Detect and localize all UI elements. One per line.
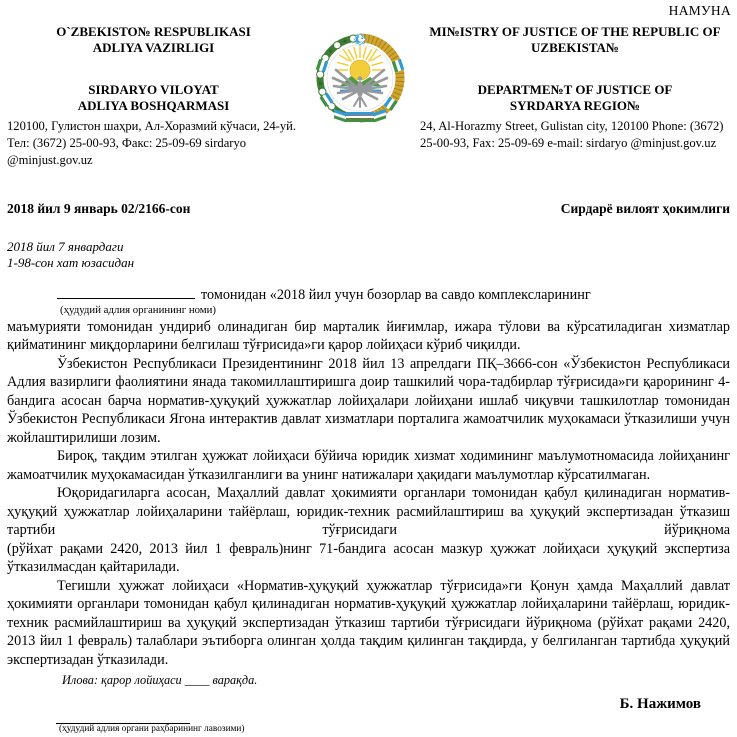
signature-name: Б. Нажимов — [619, 696, 701, 712]
letterhead — [0, 0, 737, 169]
right-ministry-name: MI№ISTRY OF JUSTICE OF THE REPUBLIC OF UZBEKISTA№ — [429, 24, 721, 55]
paragraph-3: Бироқ, тақдим этилган ҳужжат лойиҳаси бўйича юридик хизмат ходимининг маълумотномасида лойиҳанинг жамоатчилик муҳокамасидан ўтказилганлиги ва унинг натижалари ҳақидаги маълумотлар кўрсатилмаган. — [7, 448, 730, 483]
right-address: 24, Al-Horazmy Street, Gulistan city, 120100 Phone: (3672) 25-00-93, Fax: 25-09-69 e-mail: sirdaryo @minjust.gov.uz — [420, 119, 724, 150]
paragraph-1: маъмурияти томонидан ундириб олинадиган бир марталик йиғимлар, ижара тўлови ва кўрсатиладиган хизматлар қийматининг миқдорларини белгилаш тўғрисида»ги қарор лойиҳаси кўриб чиқилди. — [7, 318, 730, 353]
paragraph-1-lead: томонидан «2018 йил учун бозорлар ва савдо комплексларининг — [201, 287, 591, 303]
uzbekistan-emblem — [310, 32, 410, 128]
signature-block — [56, 723, 245, 735]
blank-line — [57, 285, 195, 299]
right-department-name: DEPARTME№T OF JUSTICE OF SYRDARYA REGIO№ — [477, 82, 673, 113]
sample-label: НАМУНА — [668, 3, 731, 18]
crescent-star-icon — [354, 34, 366, 46]
left-ministry-name: O`ZBEKISTO№ RESPUBLIKASI ADLIYA VAZIRLIGI — [56, 24, 251, 55]
letterhead-right-column — [420, 24, 730, 152]
left-address: 120100, Гулистон шаҳри, Ал-Хоразмий кўчаси, 24-уй. Тел: (3672) 25-00-93, Факс: 25-09-69 sirdaryo @minjust.gov.uz — [7, 119, 297, 167]
attachment-note: Илова: қарор лойиҳаси ____ варақда. — [62, 673, 258, 687]
letterhead-emblem-cell — [300, 24, 420, 128]
paragraph-4-part1: Юқоридагиларга асосан, Маҳаллий давлат ҳокимияти органлари томонидан қабул қилинадиган норматив-ҳуқуқий ҳужжатлар лойиҳаларини тайёрлаш, юридик-техник расмийлаштириш ва ҳуқуқий экспертизадан ўтказиш тартиби тўғрисидаги йўриқнома — [7, 485, 730, 538]
left-department-name: SIRDARYO VILOYAT ADLIYA BOSHQARMASI — [77, 82, 230, 113]
paragraph-2: Ўзбекистон Республикаси Президентининг 2018 йил 13 апрелдаги ПҚ–3666-сон «Ўзбекистон Республикаси Адлия вазирлиги фаолиятини янада такомиллаштиришга доир ташкилий чора-тадбирлар тўғрисида»ги қарорининг 4-бандига асосан барча норматив-ҳуқуқий ҳужжатлар лойиҳалари лойиҳани ишлаб чиқувчи ташкилотлар томонидан Ўзбекистон Республикаси Ягона интерактив давлат хизматлари порталига жамоатчилик муҳокамаси ўтказилиши учун жойлаштирилиши лозим. — [7, 355, 730, 446]
letterhead-left-column — [7, 24, 300, 169]
letter-body — [7, 285, 730, 688]
reference-note: 2018 йил 7 январдаги 1-98-сон хат юзасидан — [7, 239, 135, 270]
outgoing-date-number: 2018 йил 9 январь 02/2166-сон — [7, 201, 191, 216]
signature-caption: (ҳудудий адлия органи раҳбарининг лавозими) — [59, 724, 245, 734]
paragraph-5: Тегишли ҳужжат лойиҳаси «Норматив-ҳуқуқий ҳужжатлар тўғрисида»ги Қонун ҳамда Маҳаллий давлат ҳокимияти органлари томонидан қабул қилинадиган норматив-ҳуқуқий ҳужжатлар лойиҳаларини тайёрлаш, юридик-техник расмийлаштириш ва ҳуқуқий экспертизадан ўтказиш тартиби тўғрисидаги йўриқнома (рўйхат рақами 2420, 2013 йил 1 февраль) талаблари эътиборга олинган ҳолда тақдим қилинган тақдирда, у белгиланган тартибда ҳуқуқий экспертизадан ўтказилади. — [7, 577, 730, 668]
body-line-with-blank — [7, 285, 730, 305]
blank-caption: (ҳудудий адлия органининг номи) — [60, 303, 217, 316]
addressee: Сирдарё вилоят ҳокимлиги — [560, 201, 730, 216]
reference-row — [0, 201, 737, 217]
paragraph-4-part2: (рўйхат рақами 2420, 2013 йил 1 февраль)нинг 71-бандига асосан мазкур ҳужжат лойиҳаси ҳуқуқий экспертиза ўтказилмасдан қайтарилади. — [7, 540, 730, 575]
